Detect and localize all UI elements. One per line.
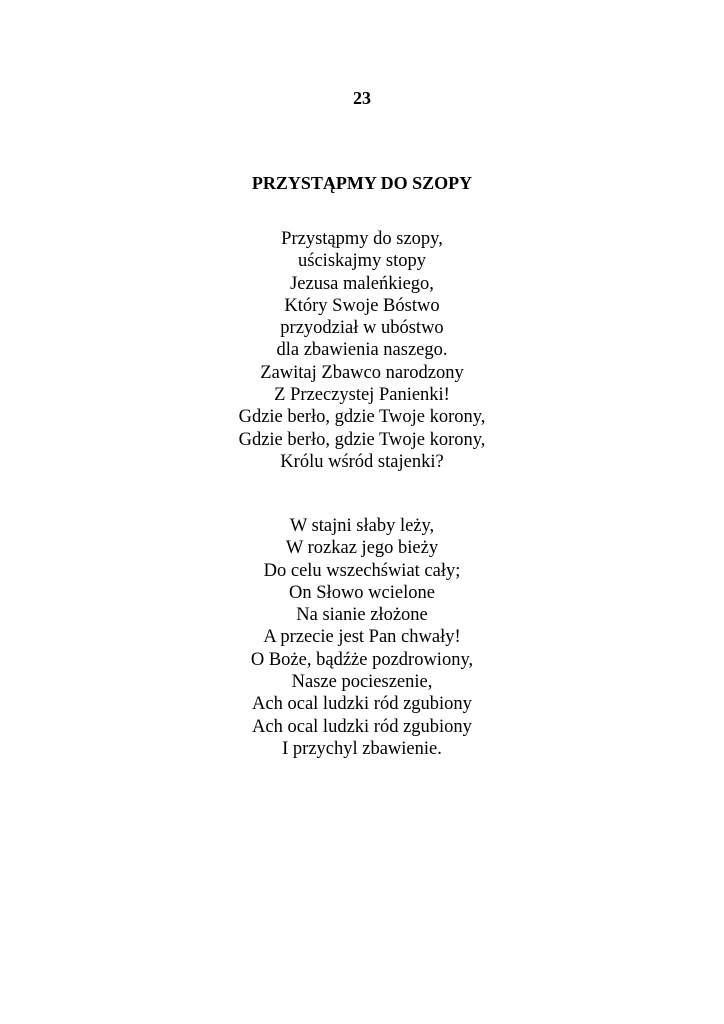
song-title: PRZYSTĄPMY DO SZOPY	[251, 173, 473, 193]
page-number: 23	[353, 88, 371, 108]
verse-line: Na sianie złożone	[296, 605, 428, 626]
verse-line: dla zbawienia naszego.	[276, 340, 448, 361]
verse-line: przyodział w ubóstwo	[280, 318, 444, 339]
verse-line: Jezusa maleńkiego,	[290, 273, 434, 294]
verse-line: W rozkaz jego bieży	[285, 538, 439, 559]
stanza-1	[0, 228, 724, 473]
verse-line: uściskajmy stopy	[298, 251, 426, 272]
verse-line: Przystąpmy do szopy,	[281, 229, 443, 249]
verse-line: Z Przeczystej Panienki!	[274, 385, 450, 406]
verse-line: I przychyl zbawienie.	[282, 738, 442, 759]
verse-line: Gdzie berło, gdzie Twoje korony,	[238, 407, 486, 428]
verse-line: Zawitaj Zbawco narodzony	[260, 362, 464, 383]
stanza-2	[0, 515, 724, 760]
verse-line: Gdzie berło, gdzie Twoje korony,	[238, 429, 486, 450]
verse-line: A przecie jest Pan chwały!	[263, 627, 461, 648]
verse-line: On Słowo wcielone	[289, 582, 435, 603]
verse-line: Który Swoje Bóstwo	[284, 295, 440, 316]
verse-line: O Boże, bądźże pozdrowiony,	[250, 649, 474, 670]
verse-line: Królu wśród stajenki?	[280, 451, 444, 472]
verse-line: Ach ocal ludzki ród zgubiony	[252, 694, 472, 715]
verse-line: W stajni słaby leży,	[289, 516, 435, 536]
verse-line: Nasze pocieszenie,	[291, 672, 433, 693]
verse-line: Ach ocal ludzki ród zgubiony	[252, 716, 472, 737]
verse-line: Do celu wszechświat cały;	[263, 560, 461, 581]
